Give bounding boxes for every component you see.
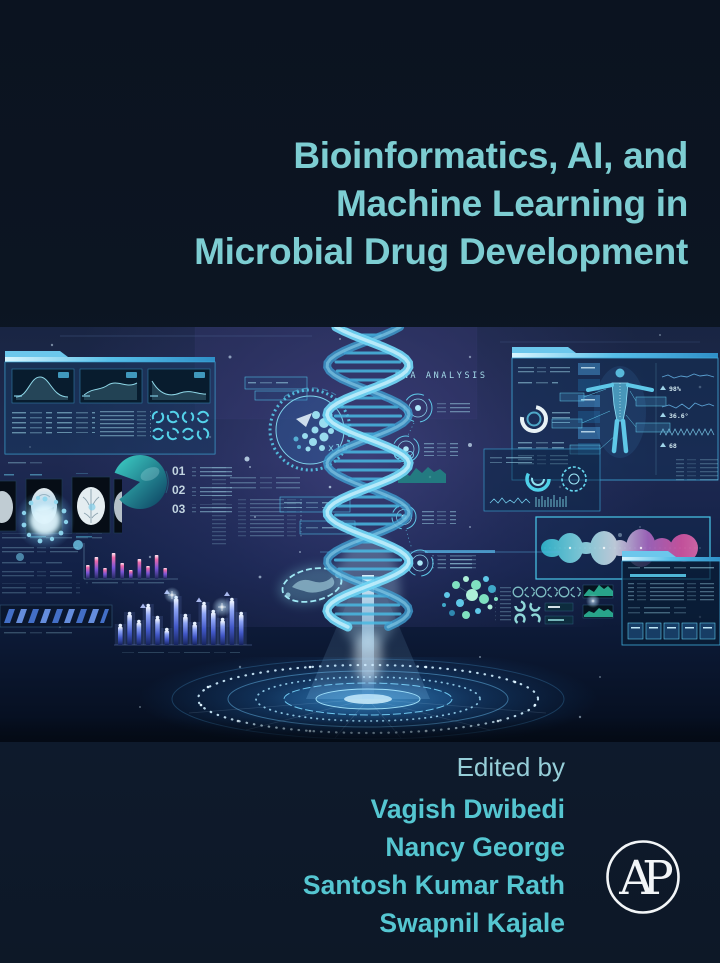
text-lines [212,465,226,545]
list-item-number: 03 [172,502,186,516]
editor-name: Nancy George [385,832,565,862]
text-lines [2,571,72,579]
text-lines [2,583,80,597]
text-lines [230,475,300,491]
magnification-label: x10 [328,443,350,454]
text-lines [57,409,95,433]
left-stats-panel [5,351,215,467]
editor-name: Santosh Kumar Rath [302,870,565,900]
bottom-fade [0,717,720,742]
text-lines [676,457,718,483]
title-line-2: Machine Learning in [335,183,688,224]
tile-grid [628,623,715,639]
divider-accent [425,550,495,553]
distribution-chart-tiles [12,369,210,403]
gauges-panel [484,449,600,511]
book-title [194,132,688,276]
stat-value: 68 [669,442,677,450]
stat-value: 98% [669,385,681,393]
publisher-logo [604,838,682,916]
dna-analysis-label: DNA ANALYSIS [395,371,488,381]
text-lines [99,411,151,439]
report-panel [622,551,720,645]
cover-illustration [0,327,720,742]
editor-name: Vagish Dwibedi [370,794,565,824]
title-line-1: Bioinformatics, AI, and [293,135,688,176]
list-item-number: 02 [172,483,186,497]
title-line-3: Microbial Drug Development [194,231,688,272]
text-lines [2,559,62,567]
editor-name: Swapnil Kajale [379,908,565,938]
stat-value: 36.6° [669,412,689,420]
edited-by-label: Edited by [456,752,565,782]
text-lines [12,409,52,437]
publisher-monogram: AP [619,851,663,906]
list-item-number: 01 [172,464,186,478]
byline-block [303,752,565,942]
